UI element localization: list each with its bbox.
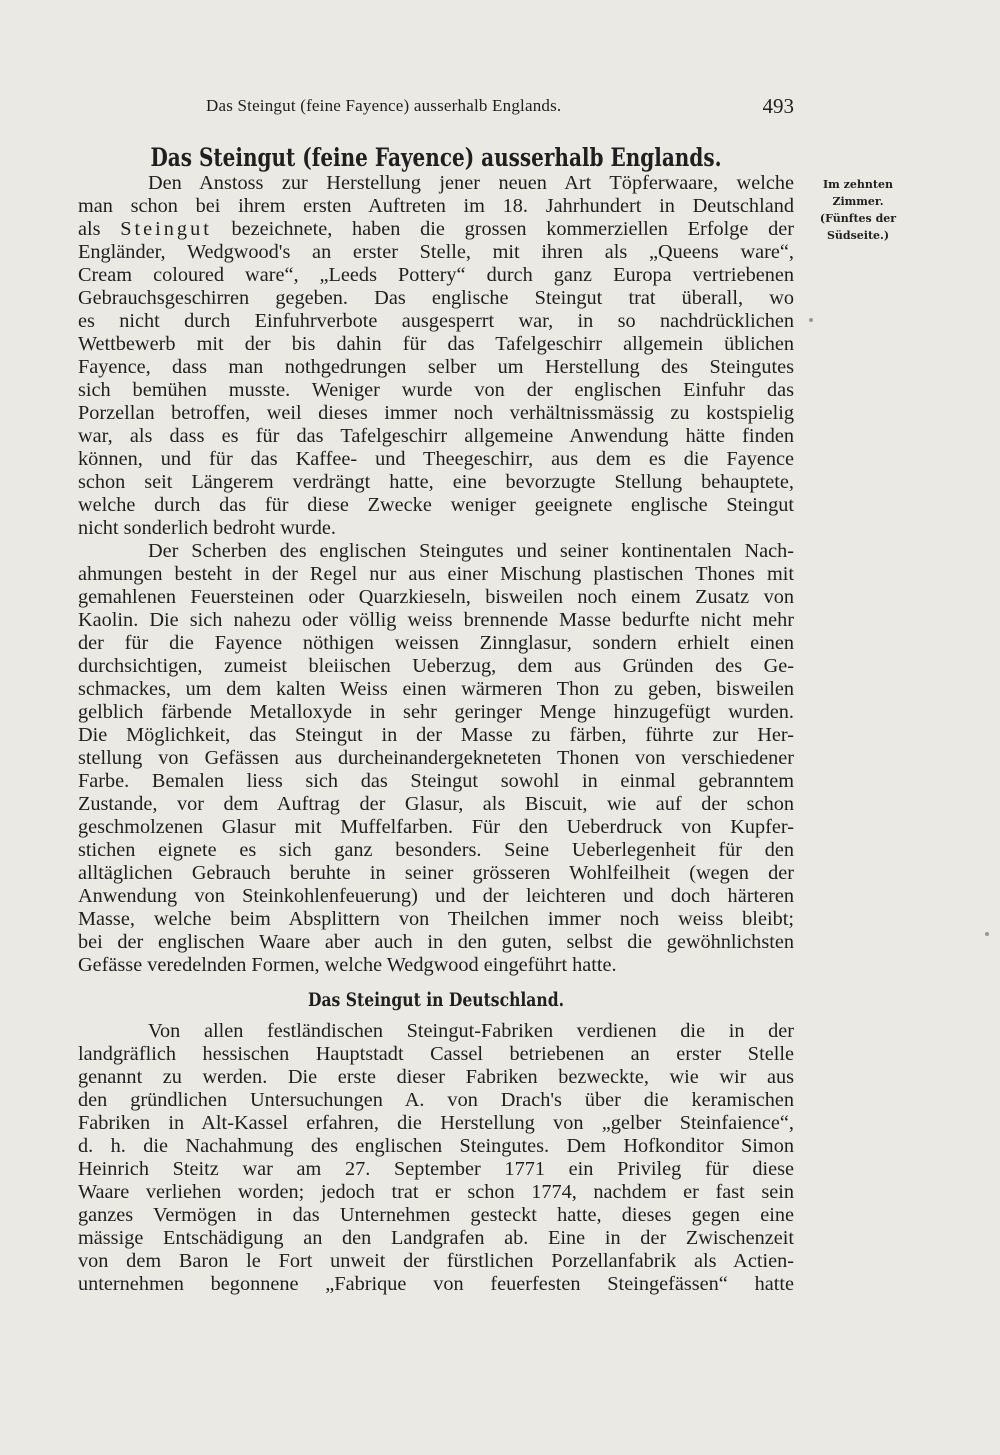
text-fragment: bezeichnete, haben die grossen kommerziellen Erfolge der	[211, 218, 794, 240]
text-line: Fabriken in Alt-Kassel erfahren, die Herstellung von „gelber Steinfaience“,	[78, 1112, 794, 1134]
text-line: Engländer, Wedgwood's an erster Stelle, mit ihren als „Queens ware“,	[78, 241, 794, 263]
text-line: Fayence, dass man nothgedrungen selber um Herstellung des Steingutes	[78, 356, 794, 378]
text-line: Waare verliehen worden; jedoch trat er schon 1774, nachdem er fast sein	[78, 1181, 794, 1203]
text-line: Anwendung von Steinkohlenfeuerung) und der leichteren und doch härteren	[78, 885, 794, 907]
text-line: schon seit Längerem verdrängt hatte, eine bevorzugte Stellung behauptete,	[78, 471, 794, 493]
paper-speck	[985, 932, 989, 936]
text-line: Von allen festländischen Steingut-Fabriken verdienen die in der	[148, 1020, 794, 1042]
text-line: man schon bei ihrem ersten Auftreten im 18. Jahrhundert in Deutschland	[78, 195, 794, 217]
text-line: Der Scherben des englischen Steingutes und seiner kontinentalen Nach-	[148, 540, 794, 562]
text-line: Porzellan betroffen, weil dieses immer noch verhältnissmässig zu kostspielig	[78, 402, 794, 424]
paragraph-3	[78, 1020, 794, 1296]
text-line: landgräflich hessischen Hauptstadt Cassel betriebenen an erster Stelle	[78, 1043, 794, 1065]
text-line: mässige Entschädigung an den Landgrafen ab. Eine in der Zwischenzeit	[78, 1227, 794, 1249]
text-line: Den Anstoss zur Herstellung jener neuen Art Töpferwaare, welche	[148, 172, 794, 194]
text-line: den gründlichen Untersuchungen A. von Drach's über die keramischen	[78, 1089, 794, 1111]
text-line: Kaolin. Die sich nahezu oder völlig weiss brennende Masse bedurfte nicht mehr	[78, 609, 794, 631]
text-line: Gebrauchsgeschirren gegeben. Das englische Steingut trat überall, wo	[78, 287, 794, 309]
text-line: gelblich färbende Metalloxyde in sehr geringer Menge hinzugefügt wurden.	[78, 701, 794, 723]
margin-note	[808, 176, 908, 244]
text-line: sich bemühen musste. Weniger wurde von der englischen Einfuhr das	[78, 379, 794, 401]
text-line: Die Möglichkeit, das Steingut in der Masse zu färben, führte zur Her-	[78, 724, 794, 746]
paragraph-2	[78, 540, 794, 977]
text-line: nicht sonderlich bedroht wurde.	[78, 517, 336, 539]
text-line: ganzes Vermögen in das Unternehmen gesteckt hatte, dieses gegen eine	[78, 1204, 794, 1226]
paragraph-1	[78, 172, 794, 540]
text-line: stichen eignete es sich ganz besonders. Seine Ueberlegenheit für den	[78, 839, 794, 861]
text-line: d. h. die Nachahmung des englischen Steingutes. Dem Hofkonditor Simon	[78, 1135, 794, 1157]
paper-speck	[809, 318, 813, 322]
running-head	[78, 92, 794, 120]
text-line: stellung von Gefässen aus durcheinandergekneteten Thonen von verschiedener	[78, 747, 794, 769]
text-line: der für die Fayence nöthigen weissen Zinnglasur, sondern erhielt einen	[78, 632, 794, 654]
text-line: Farbe. Bemalen liess sich das Steingut sowohl in einmal gebranntem	[78, 770, 794, 792]
text-line: genannt zu werden. Die erste dieser Fabriken bezweckte, wie wir aus	[78, 1066, 794, 1088]
text-line: Cream coloured ware“, „Leeds Pottery“ durch ganz Europa vertriebenen	[78, 264, 794, 286]
text-line: geschmolzenen Glasur mit Muffelfarben. Für den Ueberdruck von Kupfer-	[78, 816, 794, 838]
chapter-heading: Das Steingut (feine Fayence) ausserhalb Englands.	[150, 143, 722, 172]
text-line: durchsichtigen, zumeist bleiischen Ueberzug, dem aus Gründen des Ge-	[78, 655, 794, 677]
text-line: es nicht durch Einfuhrverbote ausgesperrt war, in so nachdrücklichen	[78, 310, 794, 332]
text-line: gemahlenen Feuersteinen oder Quarzkieseln, bisweilen noch einem Zusatz von	[78, 586, 794, 608]
margin-note-line: (Fünftes der	[819, 212, 897, 225]
text-line	[78, 218, 794, 241]
text-line: schmackes, um dem kalten Weiss einen wärmeren Thon zu geben, bisweilen	[78, 678, 794, 700]
spaced-term: Steingut	[120, 218, 212, 240]
margin-note-line: Zimmer.	[832, 195, 884, 208]
text-line: von dem Baron le Fort unweit der fürstlichen Porzellanfabrik als Actien-	[78, 1250, 794, 1272]
section-heading: Das Steingut in Deutschland.	[307, 989, 565, 1011]
margin-note-line: Im zehnten	[823, 178, 893, 191]
text-line: alltäglichen Gebrauch beruhte in seiner grösseren Wohlfeilheit (wegen der	[78, 862, 794, 884]
text-line: Zustande, vor dem Auftrag der Glasur, als Biscuit, wie auf der schon	[78, 793, 794, 815]
text-line: unternehmen begonnene „Fabrique von feuerfesten Steingefässen“ hatte	[78, 1273, 794, 1295]
text-line: können, und für das Kaffee- und Theegeschirr, aus dem es die Fayence	[78, 448, 794, 470]
text-line: Wettbewerb mit der bis dahin für das Tafelgeschirr allgemein üblichen	[78, 333, 794, 355]
text-line: Masse, welche beim Absplittern von Theilchen immer noch weiss bleibt;	[78, 908, 794, 930]
running-head-title: Das Steingut (feine Fayence) ausserhalb Englands.	[206, 96, 562, 115]
text-line: welche durch das für diese Zwecke weniger geeignete englische Steingut	[78, 494, 794, 516]
text-line: war, als dass es für das Tafelgeschirr allgemeine Anwendung hätte finden	[78, 425, 794, 447]
page-number: 493	[762, 94, 794, 118]
text-line: bei der englischen Waare aber auch in den guten, selbst die gewöhnlichsten	[78, 931, 794, 953]
text-line: Heinrich Steitz war am 27. September 1771 ein Privileg für diese	[78, 1158, 794, 1180]
text-fragment: als	[78, 218, 121, 240]
margin-note-line: Südseite.)	[826, 229, 890, 242]
text-line: Gefässe veredelnden Formen, welche Wedgwood eingeführt hatte.	[78, 954, 617, 976]
text-line: ahmungen besteht in der Regel nur aus einer Mischung plastischen Thones mit	[78, 563, 794, 585]
